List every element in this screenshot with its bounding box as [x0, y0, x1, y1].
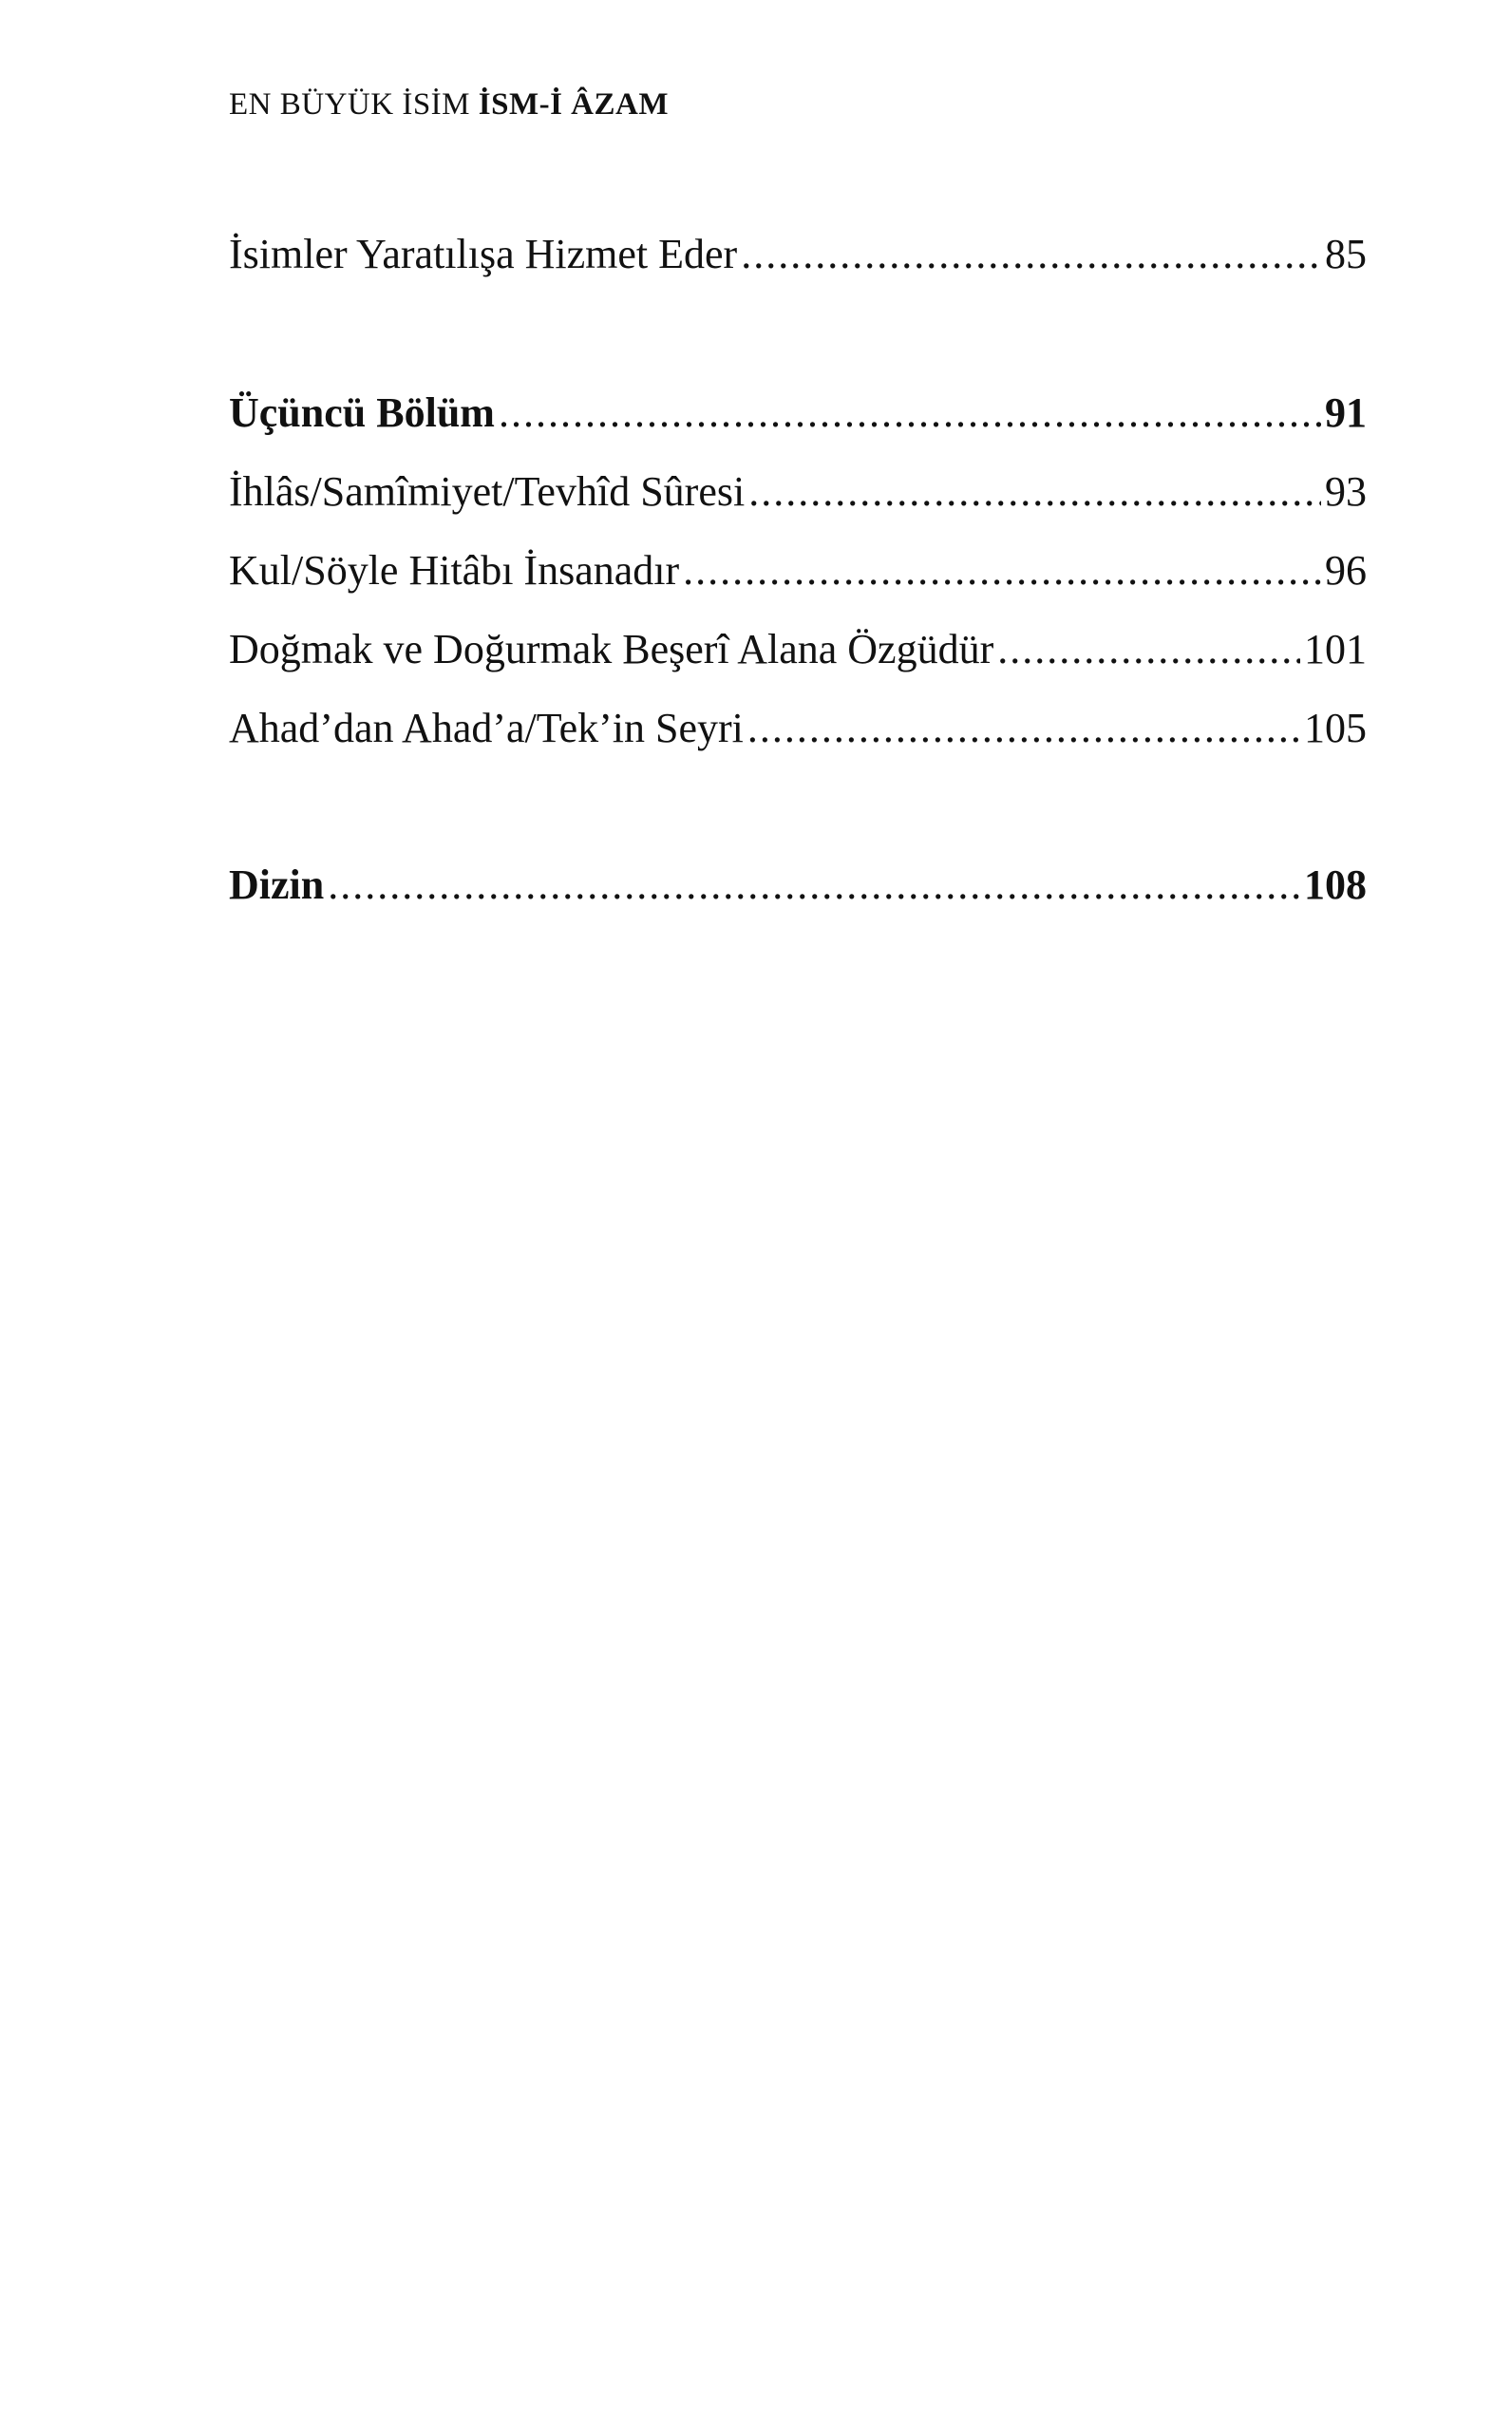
toc-entry-page: 105: [1304, 705, 1367, 751]
toc-entry-title: Üçüncü Bölüm: [229, 389, 495, 436]
toc-entry-page: 91: [1325, 389, 1367, 436]
running-header-plain: EN BÜYÜK İSİM: [229, 87, 479, 122]
toc-entry-title: Doğmak ve Doğurmak Beşerî Alana Özgüdür: [229, 626, 994, 672]
toc-entry-dizin[interactable]: [229, 857, 1367, 914]
toc-entry-title: Kul/Söyle Hitâbı İnsanadır: [229, 547, 680, 594]
toc-entry-kul-soyle[interactable]: [229, 542, 1367, 599]
toc-dot-leader: [683, 542, 1321, 599]
running-header: [229, 87, 669, 123]
toc-entry-ahad[interactable]: [229, 700, 1367, 757]
toc-entry-title: Dizin: [229, 861, 325, 908]
toc-entry-page: 96: [1325, 547, 1367, 594]
toc-entry-page: 85: [1325, 231, 1367, 277]
toc-entry-page: 93: [1325, 468, 1367, 515]
toc-entry-title: Ahad’dan Ahad’a/Tek’in Seyri: [229, 705, 744, 751]
toc-dot-leader: [328, 857, 1300, 914]
toc-dot-leader: [748, 464, 1321, 520]
toc-entry-title: İsimler Yaratılışa Hizmet Eder: [229, 231, 738, 277]
toc-entry-ihlas[interactable]: [229, 464, 1367, 520]
toc-entry-title: İhlâs/Samîmiyet/Tevhîd Sûresi: [229, 468, 746, 515]
running-header-bold: İSM-İ ÂZAM: [478, 87, 669, 122]
toc-entry-ucuncu-bolum[interactable]: [229, 385, 1367, 442]
toc-entry-dogmak[interactable]: [229, 621, 1367, 678]
toc-dot-leader: [747, 700, 1300, 757]
toc-entry-page: 101: [1304, 626, 1367, 672]
toc-entry-page: 108: [1304, 861, 1367, 908]
toc-dot-leader: [997, 621, 1300, 678]
toc-dot-leader: [741, 226, 1321, 283]
toc-entry-isimler[interactable]: [229, 226, 1367, 283]
toc-dot-leader: [499, 385, 1321, 442]
